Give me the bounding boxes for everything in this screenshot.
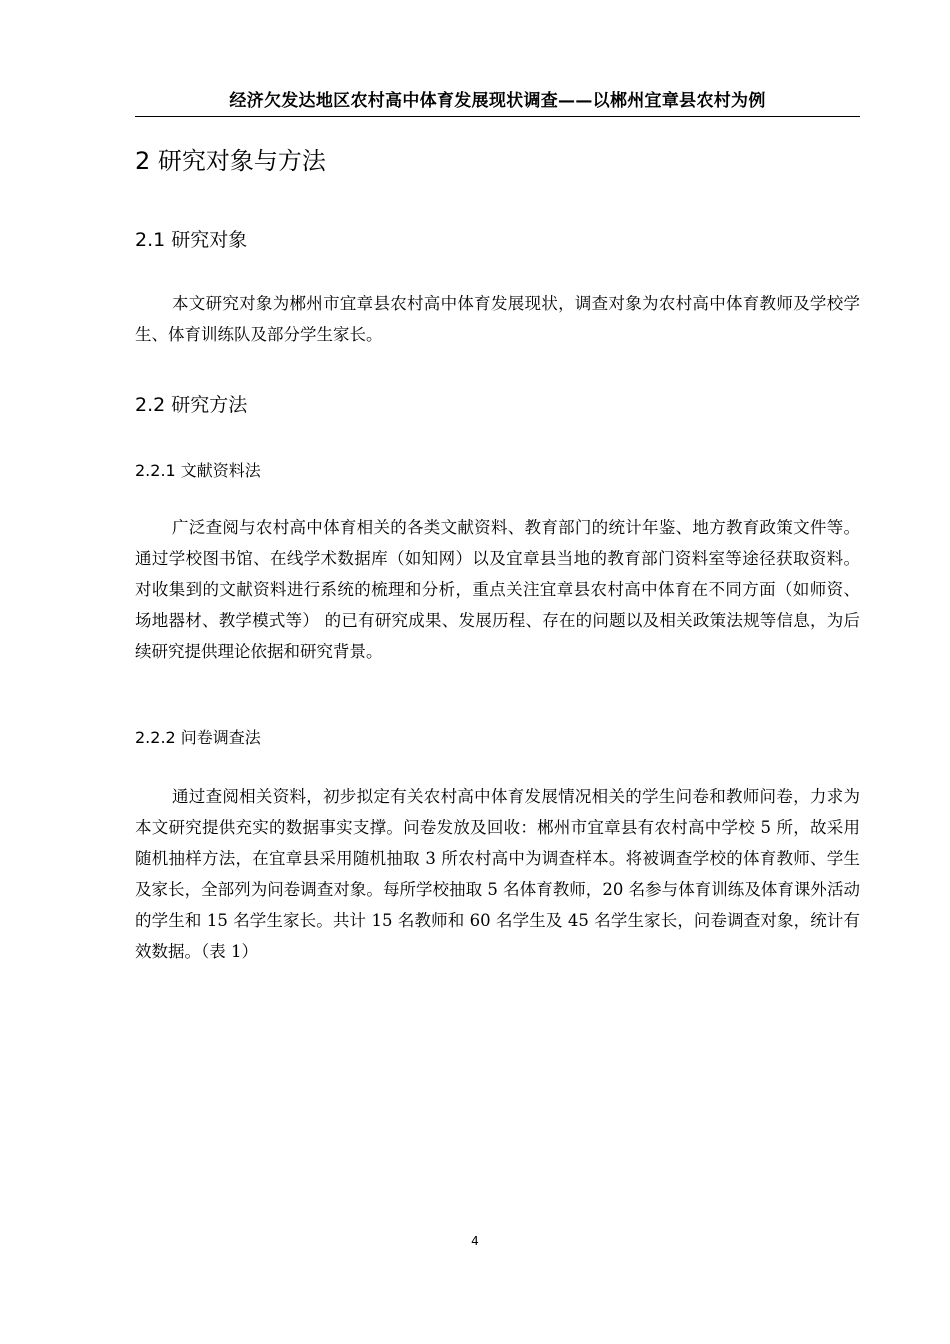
subsection-heading-research-method: 2.2 研究方法	[135, 394, 248, 416]
subsection-heading-research-object: 2.1 研究对象	[135, 229, 248, 251]
running-header: 经济欠发达地区农村高中体育发展现状调查——以郴州宜章县农村为例	[229, 91, 766, 111]
method-heading-literature: 2.2.1 文献资料法	[135, 461, 261, 480]
page-number: 4	[471, 1234, 479, 1248]
paragraph-research-object: 本文研究对象为郴州市宜章县农村高中体育发展现状，调查对象为农村高中体育教师及学校学生、体育训练队及部分学生家长。	[135, 294, 860, 344]
method-heading-questionnaire: 2.2.2 问卷调查法	[135, 728, 261, 747]
paragraph-questionnaire-method: 通过查阅相关资料，初步拟定有关农村高中体育发展情况相关的学生问卷和教师问卷，力求为本文研究提供充实的数据事实支撑。问卷发放及回收：郴州市宜章县有农村高中学校 5 所，故采用随机抽样方法，在宜章县采用随机抽取 3 所农村高中为调查样本。将被调查学校的体育教师、学生及家长，全部列为问卷调查对象。每所学校抽取 5 名体育教师，20 名参与体育训练及体育课外活动的学生和 15 名学生家长。共计 15 名教师和 60 名学生及 45 名学生家长，问卷调查对象，统计有效数据。（表 1）	[135, 787, 860, 961]
paragraph-literature-method: 广泛查阅与农村高中体育相关的各类文献资料、教育部门的统计年鉴、地方教育政策文件等。通过学校图书馆、在线学术数据库（如知网）以及宜章县当地的教育部门资料室等途径获取资料。对收集到的文献资料进行系统的梳理和分析，重点关注宜章县农村高中体育在不同方面（如师资、场地器材、教学模式等） 的已有研究成果、发展历程、存在的问题以及相关政策法规等信息，为后续研究提供理论依据和研究背景。	[135, 518, 860, 661]
section-heading: 2 研究对象与方法	[135, 147, 326, 175]
header-divider	[135, 116, 860, 117]
